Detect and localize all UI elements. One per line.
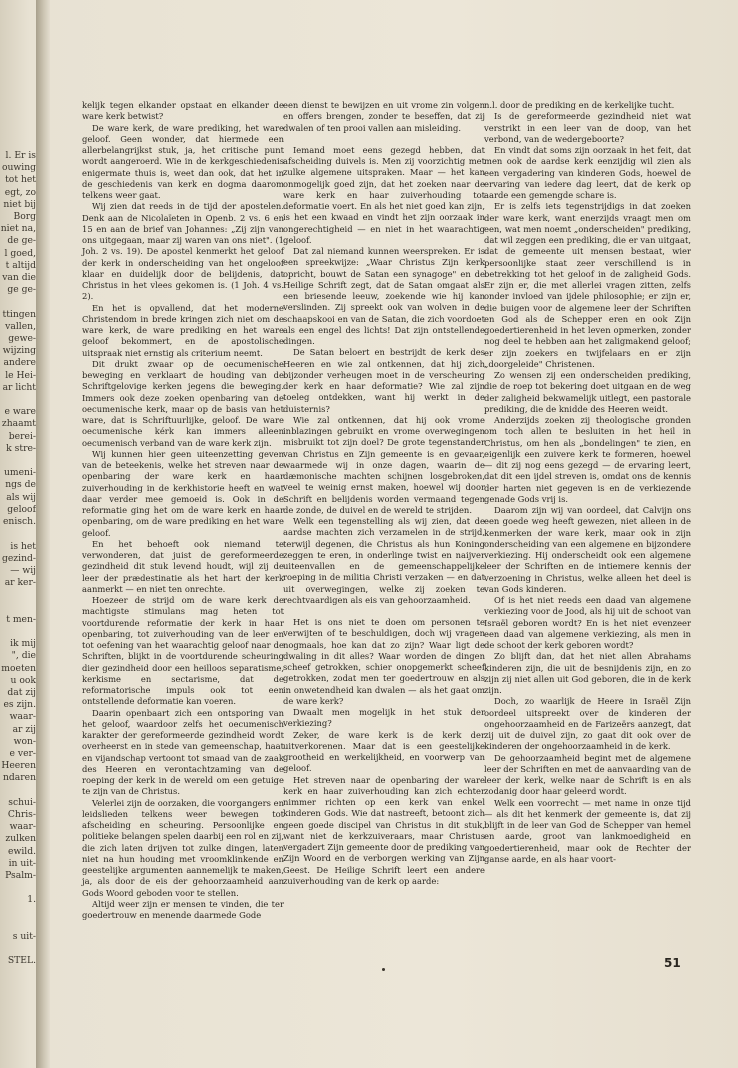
paragraph: Iemand moet eens gezegd hebben, dat afscheiding duivels is. Men zij voorzichtig met zulke algemene uitspraken. Maar — het kan onmogelijk goed zijn, dat het zoeken naar de ware kerk en haar zuiverhouding tot deformatie voert. En als het niet goed kan zijn, is het een kwaad en vindt het zijn oorzaak in ongerechtigheid — en niet in het waarachtig geloof. xyxy=(283,144,485,245)
prev-page-line: zulken xyxy=(5,833,36,845)
prev-page-line xyxy=(0,528,36,540)
paragraph: Er is zelfs iets tegenstrijdigs in dat zoeken der ware kerk, want enerzijds vraagt men om een, wat men noemt „onderscheiden" prediking, dat wil zeggen een prediking, die er van uitgaat, dat de gemeente uit mensen bestaat, wier persoonlijke staat zeer verschillend is in betrekking tot het geloof in de zaligheid Gods. Er zijn er, die met allerlei vragen zitten, zelfs onder invloed van ijdele philosophie; er zijn er, die buigen voor de algemene leer der Schriften en God als de Schepper eren en ook Zijn goedertierenheid in het leven opmerken, zonder nog deel te hebben aan het zaligmakend geloof; er zijn zoekers en twijfelaars en er zijn „doorgeleide" Christenen. xyxy=(484,201,691,369)
paragraph: Het streven naar de openbaring der ware kerk en haar zuiverhouding kan zich echter nimmer richten op een kerk van enkel kinderen Gods. Wie dat nastreeft, betoont zich geen goede discipel van Christus in dit stuk, want niet de kerkzuiveraars, maar Christus vergadert Zijn gemeente door de prediking van Zijn Woord en de verborgen werking van Zijn Geest. De Heilige Schrift leert een andere zuiverhouding van de kerk op aarde: xyxy=(283,774,485,886)
prev-page-line xyxy=(0,394,36,406)
previous-page-edge xyxy=(0,150,38,970)
paragraph: Of is het niet reeds een daad van algemene verkiezing voor de Jood, als hij uit de schoot van Israël geboren wordt? En is het niet evenzeer een daad van algemene verkiezing, als men in de schoot der kerk geboren wordt? xyxy=(484,595,691,650)
prev-page-line: is het xyxy=(10,540,36,552)
paragraph: Anderzijds zoeken zij theologische gronden om toch allen te besluiten in het heil in Christus, om hen als „bondelingen" te zien, en eigenlijk een zuivere kerk te formeren, hoewel — dit zij nog eens gezegd — de ervaring leert, dat dit een ijdel streven is, omdat ons de kennis der harten niet gegeven is en de verkiezende genade Gods vrij is. xyxy=(484,415,691,504)
prev-page-line: andere xyxy=(3,357,36,369)
paragraph: En het behoeft ook niemand te verwonderen, dat juist de gereformeerde gezindheid dit stuk levend houdt, wijl zij de leer der prædestinatie als het hart der kerk aanmerkt — en niet ten onrechte. xyxy=(82,538,284,594)
prev-page-line xyxy=(0,455,36,467)
prev-page-line: Borg xyxy=(13,211,36,223)
prev-page-line: ndaren xyxy=(2,772,36,784)
paragraph: Is de gereformeerde gezindheid niet wat verstrikt in een leer van de doop, van het verbond, van de wedergeboorte? xyxy=(484,111,691,144)
prev-page-line: ", die xyxy=(11,650,36,662)
prev-page-line: zhaamt xyxy=(1,418,36,430)
prev-page-line: ouwing xyxy=(1,162,36,174)
paragraph: En vindt dat soms zijn oorzaak in het feit, dat men ook de aardse kerk eenzijdig wil zien als een vergadering van kinderen Gods, hoewel de ervaring van iedere dag leert, dat de kerk op aarde een gemengde schare is. xyxy=(484,145,691,200)
page-number: 51 xyxy=(664,956,681,970)
paragraph: een dienst te bewijzen en uit vrome zin volgen en offers brengen, zonder te beseffen, dat zij dwalen of ten prooi vallen aan misleiding. xyxy=(283,100,485,133)
prev-page-line: niet bij xyxy=(3,198,36,210)
paragraph: Velerlei zijn de oorzaken, die voorgangers en leidslieden telkens weer bewegen tot afscheiding en scheuring. Persoonlijke en politieke belangen spelen daarbij een rol en zij, die zich laten drijven tot zulke dingen, laten niet na hun houding met vroomklinkende en geestelijke argumenten aannemelijk te maken, ja, als door de eis der gehoorzaamheid aan Gods Woord geboden voor te stellen. xyxy=(82,797,284,898)
paragraph: De Satan beloert en bestrijdt de kerk des Heeren en wie zal ontkennen, dat hij zich bijzonder verheugen moet in de verscheuring der kerk en haar deformatie? Wie zal zijn toeleg ontdekken, want hij werkt in de duisternis? xyxy=(283,347,485,414)
prev-page-line: ar zij xyxy=(12,723,36,735)
prev-page-line: ewild. xyxy=(8,845,36,857)
prev-page-line: de ge- xyxy=(7,235,36,247)
prev-page-line: Heeren xyxy=(1,760,36,772)
prev-page-line: moeten xyxy=(1,662,36,674)
paragraph: Daarin openbaart zich een ontsporing van het geloof, waardoor zelfs het oecumenisch karakter der gereformeerde gezindheid wordt overheerst en in stede van gemeenschap, haat en vijandschap vertoont tot smaad van de zaak des Heeren en verontachtzaming van de roeping der kerk in de wereld om een getuige te zijn van de Christus. xyxy=(82,707,284,797)
prev-page-line: vallen, xyxy=(5,320,36,332)
paragraph: En het is opvallend, dat het moderne Christendom in brede kringen zich niet om de ware kerk, de ware prediking en het ware geloof bekommert, en de apostolische uitspraak niet ernstig als criterium neemt. xyxy=(82,302,284,358)
paragraph: Welk een voorrecht — met name in onze tijd — als dit het kenmerk der gemeente is, dat zij blijft in de leer van God de Schepper van hemel en aarde, groot van lankmoedigheid en goedertierenheid, maar ook de Rechter der ganse aarde, en als haar voort- xyxy=(484,797,691,864)
prev-page-line: s uit- xyxy=(12,931,36,942)
prev-page-line: als wij xyxy=(6,491,36,503)
prev-page-line: waar- xyxy=(9,821,36,833)
paragraph: Wij zien dat reeds in de tijd der apostelen. Denk aan de Nicolaïeten in Openb. 2 vs. 6 en 15 en aan de brief van Johannes: „Zij zijn van ons uitgegaan, maar zij waren van ons niet". (1 Joh. 2 vs. 19). De apostel kenmerkt het geloof der kerk in onderscheiding van het ongeloof klaar en duidelijk door de belijdenis, dat Christus in het vlees gekomen is. (1 Joh. 4 vs. 2). xyxy=(82,201,284,302)
prev-page-line: t men- xyxy=(6,613,36,625)
paragraph: Zo wensen zij een onderscheiden prediking, die de roep tot bekering doet uitgaan en de weg der zaligheid bekwamelijk uitlegt, een pastorale prediking, die de knidde des Heeren weidt. xyxy=(484,370,691,414)
paragraph: Het is ons niet te doen om personen te verwijten of te beschuldigen, doch wij vragen nogmaals, hoe kan dat zo zijn? Waar ligt de dwaling in dit alles? Waar worden de dingen scheef getrokken, schier onopgemerkt scheef getrokken, zodat men ter goedertrouw en als in onwetendheid kan dwalen — als het gaat om de ware kerk? xyxy=(283,617,485,706)
prev-page-line: ar licht xyxy=(2,381,36,393)
page-mark xyxy=(382,968,385,971)
prev-page-line: e ver- xyxy=(9,747,36,759)
prev-page-line: niet na, xyxy=(0,223,36,235)
prev-page-line: le Hei- xyxy=(5,369,36,381)
prev-page-line: l. Er is xyxy=(5,150,36,161)
prev-page-line: waar- xyxy=(9,711,36,723)
prev-page-line xyxy=(0,882,36,894)
prev-page-line xyxy=(0,626,36,638)
text-column-2 xyxy=(283,100,485,887)
prev-page-line: tot het xyxy=(5,174,36,186)
prev-page-line: Chris- xyxy=(7,808,36,820)
prev-page-line: — wij xyxy=(10,564,36,576)
prev-page-line: k stre- xyxy=(6,442,36,454)
book-spine xyxy=(36,0,50,1068)
text-column-3 xyxy=(484,100,691,865)
paragraph: De ware kerk, de ware prediking, het ware geloof. Geen wonder, dat hiermede een allerbelangrijkst stuk, ja, het critische punt wordt aangeroerd. Wie in de kerkgeschiedenis enigermate thuis is, weet dan ook, dat het in de geschiedenis van kerk en dogma daarom telkens weer gaat. xyxy=(82,122,284,200)
prev-page-line xyxy=(0,785,36,797)
prev-page-line: STEL. xyxy=(7,955,36,967)
paragraph: Welk een tegenstelling als wij zien, dat de aardse machten zich verzamelen in de strijd, terwijl degenen, die Christus als hun Koning zeggen te eren, in onderlinge twist en naijver uiteenvallen en de gemeenschappelijke roeping in de militia Christi verzaken — en dat uit overwegingen, welke zij zoeken te rechtvaardigen als eis van gehoorzaamheid. xyxy=(283,516,485,605)
prev-page-line: es zijn. xyxy=(3,699,36,711)
prev-page-line: u ook xyxy=(10,674,36,686)
prev-page-line: t altijd xyxy=(5,259,36,271)
paragraph: Zo blijft dan, dat het niet allen Abrahams kinderen zijn, die uit de besnijdenis zijn, en zo zijn zij niet allen uit God geboren, die in de kerk zijn. xyxy=(484,651,691,695)
prev-page-line: ge ge- xyxy=(7,284,36,296)
prev-page-line: ar ker- xyxy=(4,577,36,589)
prev-page-line: enisch. xyxy=(3,516,36,528)
prev-page-line xyxy=(0,602,36,614)
prev-page-line: egt, zo xyxy=(4,186,36,198)
prev-page-line: umeni- xyxy=(3,467,36,479)
text-column-1 xyxy=(82,100,284,921)
prev-page-line xyxy=(0,589,36,601)
prev-page-line xyxy=(0,919,36,931)
prev-page-line xyxy=(0,296,36,308)
paragraph: Doch, zo waarlijk de Heere in Israël Zijn oordeel uitspreekt over de kinderen der ongehoorzaamheid en de Farizeërs aanzegt, dat zij uit de duivel zijn, zo gaat dit ook over de kinderen der ongehoorzaamheid in de kerk. xyxy=(484,696,691,752)
paragraph: Wij kunnen hier geen uiteenzetting geven van de beteekenis, welke het streven naar de openbaring der ware kerk en haar zuiverhouding in de kerkhistorie heeft en wat daar verder mee gemoeid is. Ook in de reformatie ging het om de ware kerk en haar openbaring, om de ware prediking en het ware geloof. xyxy=(82,448,284,538)
prev-page-line: dat zij xyxy=(7,686,36,698)
paragraph: Hoezeer de strijd om de ware kerk de machtigste stimulans mag heten tot voortdurende reformatie der kerk in haar openbaring, tot zuiverhouding van de leer en tot oefening van het waarachtig geloof naar de Schriften, blijkt in de voortdurende scheuring dier gezindheid door een heilloos separatisme, kerkisme en sectarisme, dat de reformatorische impuls ook tot een ontstellende deformatie kan voeren. xyxy=(82,595,284,707)
paragraph: n.l. door de prediking en de kerkelijke tucht. xyxy=(484,100,675,110)
prev-page-line: berei- xyxy=(8,430,36,442)
paragraph: Wie zal ontkennen, dat hij ook vrome inblazingen gebruikt en vrome overwegingen misbruikt tot zijn doel? De grote tegenstander van Christus en Zijn gemeente is en gevaar, waarmede wij in onze dagen, waarin de dæmonische machten schijnen losgebroken, veel te weinig ernst maken, hoewel wij door Schrift en belijdenis worden vermaand tegen de zonde, de duivel en de wereld te strijden. xyxy=(283,414,485,515)
prev-page-line: 1. xyxy=(27,894,36,906)
prev-page-line: wijzing xyxy=(2,345,36,357)
prev-page-line: ik mij xyxy=(10,638,36,650)
prev-page-line: e ware xyxy=(4,406,36,418)
prev-page-line xyxy=(0,907,36,919)
prev-page-line: schui- xyxy=(8,796,36,808)
prev-page-line: geloof xyxy=(7,503,36,515)
prev-page-line xyxy=(0,943,36,955)
paragraph: Zeker, de ware kerk is de kerk der uitverkorenen. Maar dat is een geestelijke grootheid en werkelijkheid, en voorwerp van geloof. xyxy=(283,729,485,774)
paragraph: kelijk tegen elkander opstaat en elkander de ware kerk betwist? xyxy=(82,100,284,122)
paragraph: Daarom zijn wij van oordeel, dat Calvijn ons een goede weg heeft gewezen, niet alleen in de kenmerken der ware kerk, maar ook in zijn onderscheiding van een algemene en bijzondere verkiezing. Hij onderscheidt ook een algemene leer der Schriften en de intiemere kennis der verzoening in Christus, welke alleen het deel is van Gods kinderen. xyxy=(484,505,691,594)
prev-page-line: Psalm- xyxy=(5,869,36,881)
prev-page-line: l goed, xyxy=(4,247,36,259)
prev-page-line: gezind- xyxy=(1,552,36,564)
paragraph: Altijd weer zijn er mensen te vinden, die ter goedertrouw en menende daarmede Gode xyxy=(82,898,284,920)
prev-page-line: gewe- xyxy=(8,333,36,345)
paragraph: Dit drukt zwaar op de oecumenische beweging en verklaart de houding van de Schriftgelovige kerken jegens die beweging. Immers ook deze zoeken openbaring van de oecumenische kerk, maar op de basis van het ware, dat is Schriftuurlijke, geloof. De ware oecumenische kérk kan immers alleen oecumenisch verband van de ware kerk zijn. xyxy=(82,358,284,448)
prev-page-line: ttingen xyxy=(2,308,36,320)
prev-page-line: won- xyxy=(13,735,36,747)
paragraph: De gehoorzaamheid begint met de algemene leer der Schriften en met de aanvaarding van de leer der kerk, welke naar de Schrift is en als zodanig door haar geleerd wordt. xyxy=(484,752,691,797)
prev-page-line: van die xyxy=(2,272,36,284)
prev-page-line: ngs de xyxy=(5,479,36,491)
paragraph: Dwaalt men mogelijk in het stuk der verkiezing? xyxy=(283,707,485,729)
prev-page-line: in uit- xyxy=(8,857,36,869)
paragraph: Dat zal niemand kunnen weerspreken. Er is een spreekwijze: „Waar Christus Zijn kerk opricht, bouwt de Satan een synagoge" en de Heilige Schrift zegt, dat de Satan omgaat als een briesende leeuw, zoekende wie hij kan verslinden. Zij spreekt ook van wolven in de schaapskooi en van de Satan, die zich voordoet als een engel des lichts! Dat zijn ontstellende dingen. xyxy=(283,246,485,346)
